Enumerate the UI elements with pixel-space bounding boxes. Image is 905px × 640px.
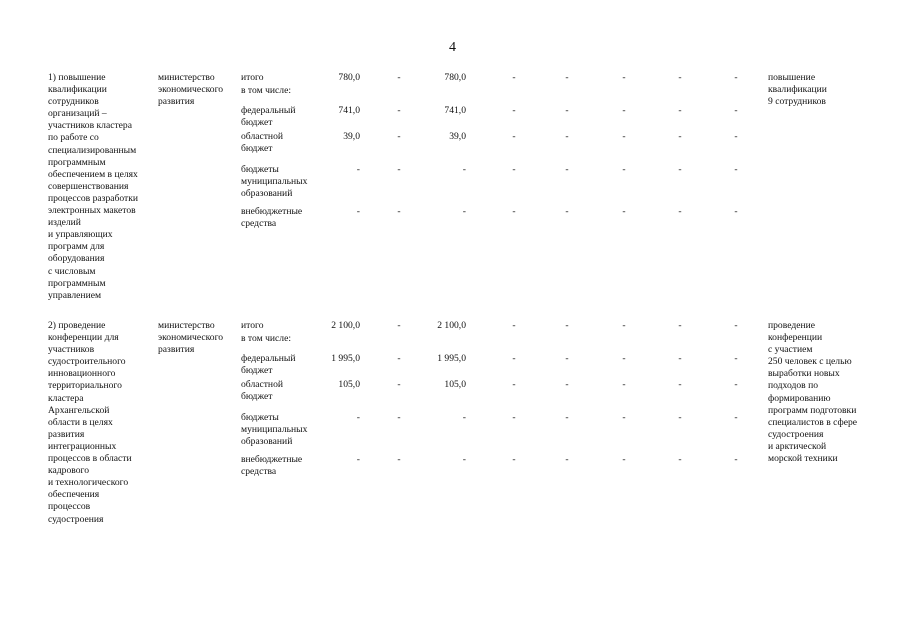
funding-2013: 2 100,0 xyxy=(437,320,466,331)
funding-source-label: федеральный бюджет xyxy=(241,353,296,377)
funding-total: - xyxy=(356,454,360,465)
empty-value-dash: - xyxy=(678,412,682,423)
empty-value-dash: - xyxy=(512,320,516,331)
empty-value-dash: - xyxy=(678,353,682,364)
funding-source-label: итого xyxy=(241,320,264,331)
empty-value-dash: - xyxy=(734,206,738,217)
funding-total: - xyxy=(356,412,360,423)
executor-name: министерство экономического развития xyxy=(158,72,224,108)
empty-value-dash: - xyxy=(512,454,516,465)
empty-value-dash: - xyxy=(622,353,626,364)
empty-value-dash: - xyxy=(734,105,738,116)
empty-value-dash: - xyxy=(622,454,626,465)
empty-value-dash: - xyxy=(734,454,738,465)
measure-description: 1) повышение квалификации сотрудников организаций – участников кластера по работе со специализированным программным обеспечением в целях совершенствования процессов разработки электронных макетов изделий и управляющих программ для оборудования с числовым программным управлением xyxy=(48,72,139,301)
empty-value-dash: - xyxy=(678,379,682,390)
funding-total: 1 995,0 xyxy=(331,353,360,364)
empty-value-dash: - xyxy=(565,353,569,364)
empty-value-dash: - xyxy=(622,105,626,116)
empty-value-dash: - xyxy=(512,353,516,364)
empty-value-dash: - xyxy=(734,320,738,331)
empty-value-dash: - xyxy=(512,412,516,423)
empty-value-dash: - xyxy=(512,131,516,142)
funding-total: 39,0 xyxy=(343,131,360,142)
funding-2013: 780,0 xyxy=(444,72,466,83)
funding-2013: 1 995,0 xyxy=(437,353,466,364)
empty-value-dash: - xyxy=(512,206,516,217)
funding-2013: - xyxy=(462,454,466,465)
funding-total: - xyxy=(356,206,360,217)
empty-value-dash: - xyxy=(734,131,738,142)
funding-total: 105,0 xyxy=(338,379,360,390)
empty-value-dash: - xyxy=(512,105,516,116)
empty-value-dash: - xyxy=(512,164,516,175)
empty-value-dash: - xyxy=(397,379,401,390)
executor-name: министерство экономического развития xyxy=(158,320,224,356)
empty-value-dash: - xyxy=(397,164,401,175)
empty-value-dash: - xyxy=(512,72,516,83)
empty-value-dash: - xyxy=(622,412,626,423)
funding-2013: 105,0 xyxy=(444,379,466,390)
funding-2013: - xyxy=(462,206,466,217)
empty-value-dash: - xyxy=(678,206,682,217)
funding-2013: 39,0 xyxy=(449,131,466,142)
empty-value-dash: - xyxy=(397,454,401,465)
empty-value-dash: - xyxy=(565,164,569,175)
empty-value-dash: - xyxy=(622,379,626,390)
empty-value-dash: - xyxy=(734,353,738,364)
empty-value-dash: - xyxy=(622,206,626,217)
empty-value-dash: - xyxy=(397,131,401,142)
empty-value-dash: - xyxy=(734,412,738,423)
empty-value-dash: - xyxy=(397,353,401,364)
empty-value-dash: - xyxy=(678,320,682,331)
expected-result: проведение конференции с участием 250 человек с целью выработки новых подходов по формированию программ подготовки специалистов в сфере судостроения и арктической морской техники xyxy=(768,320,858,465)
measure-description: 2) проведение конференции для участников судостроительного инновационного территориального кластера Архангельской области в целях развития интеграционных процессов в области кадрового и технологического обеспечения процессов судостроения xyxy=(48,320,132,525)
empty-value-dash: - xyxy=(622,164,626,175)
empty-value-dash: - xyxy=(678,105,682,116)
funding-source-label: бюджеты муниципальных образований xyxy=(241,164,308,200)
funding-source-label: областной бюджет xyxy=(241,379,284,403)
empty-value-dash: - xyxy=(512,379,516,390)
empty-value-dash: - xyxy=(622,131,626,142)
empty-value-dash: - xyxy=(678,164,682,175)
expected-result: повышение квалификации 9 сотрудников xyxy=(768,72,827,108)
empty-value-dash: - xyxy=(397,72,401,83)
funding-source-label: в том числе: xyxy=(241,333,292,344)
funding-2013: - xyxy=(462,412,466,423)
empty-value-dash: - xyxy=(622,320,626,331)
funding-total: - xyxy=(356,164,360,175)
empty-value-dash: - xyxy=(565,320,569,331)
funding-source-label: в том числе: xyxy=(241,85,292,96)
empty-value-dash: - xyxy=(565,206,569,217)
funding-2013: 741,0 xyxy=(444,105,466,116)
empty-value-dash: - xyxy=(565,72,569,83)
funding-source-label: итого xyxy=(241,72,264,83)
empty-value-dash: - xyxy=(622,72,626,83)
empty-value-dash: - xyxy=(397,412,401,423)
empty-value-dash: - xyxy=(678,454,682,465)
empty-value-dash: - xyxy=(397,320,401,331)
empty-value-dash: - xyxy=(678,131,682,142)
empty-value-dash: - xyxy=(397,206,401,217)
empty-value-dash: - xyxy=(565,105,569,116)
funding-source-label: внебюджетные средства xyxy=(241,454,303,478)
empty-value-dash: - xyxy=(678,72,682,83)
page-number: 4 xyxy=(449,40,456,55)
funding-source-label: областной бюджет xyxy=(241,131,284,155)
empty-value-dash: - xyxy=(565,454,569,465)
funding-total: 2 100,0 xyxy=(331,320,360,331)
empty-value-dash: - xyxy=(565,379,569,390)
funding-total: 741,0 xyxy=(338,105,360,116)
empty-value-dash: - xyxy=(565,131,569,142)
empty-value-dash: - xyxy=(734,379,738,390)
funding-source-label: бюджеты муниципальных образований xyxy=(241,412,308,448)
funding-total: 780,0 xyxy=(338,72,360,83)
empty-value-dash: - xyxy=(734,72,738,83)
funding-2013: - xyxy=(462,164,466,175)
empty-value-dash: - xyxy=(565,412,569,423)
empty-value-dash: - xyxy=(397,105,401,116)
empty-value-dash: - xyxy=(734,164,738,175)
funding-source-label: внебюджетные средства xyxy=(241,206,303,230)
funding-source-label: федеральный бюджет xyxy=(241,105,296,129)
